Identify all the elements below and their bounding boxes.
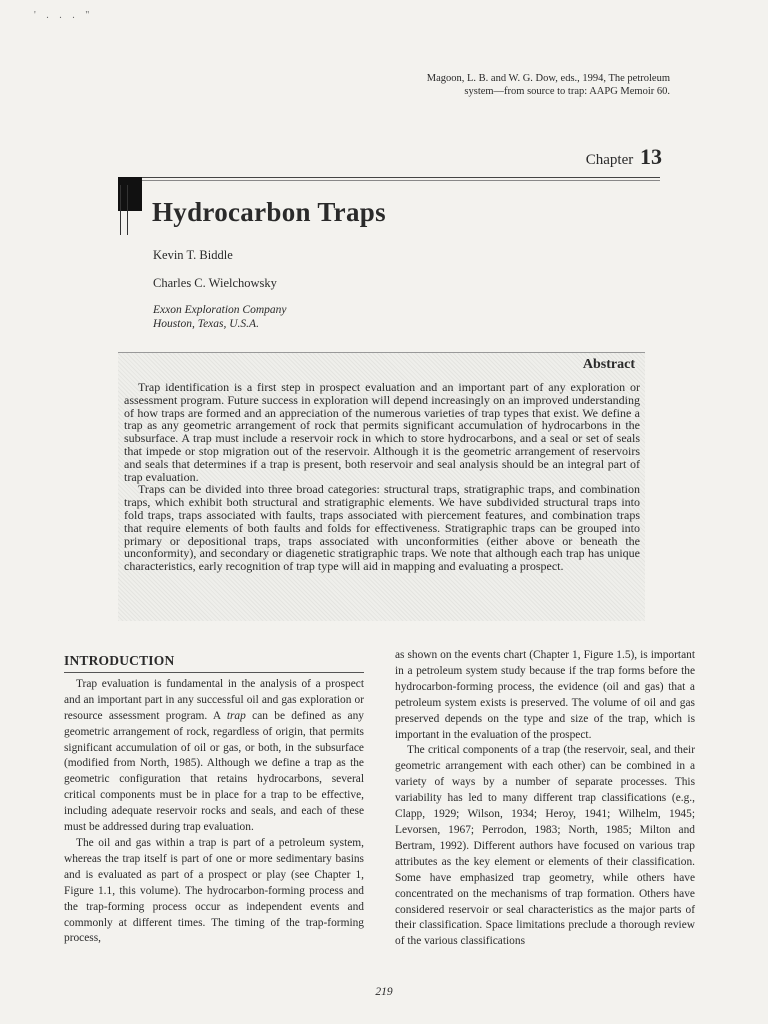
author-1: Kevin T. Biddle bbox=[153, 248, 233, 262]
affiliation bbox=[153, 303, 287, 331]
tab-line-left bbox=[120, 185, 121, 235]
affiliation-company: Exxon Exploration Company bbox=[153, 304, 287, 316]
intro-p1-term: trap bbox=[226, 709, 246, 722]
citation bbox=[380, 72, 670, 98]
intro-paragraph-2: The oil and gas within a trap is part of a petroleum system, whereas the trap itself is part of one or more sedimentary basins and is evaluated as part of a prospect or play (see Chapter 1, Figure 1.1, this volume). The hydrocarbon-forming process and the trap-forming process occur as independent events and commonly at different times. The timing of the trap-forming process, bbox=[64, 836, 364, 945]
abstract-heading: Abstract bbox=[582, 357, 635, 372]
intro-paragraph-1 bbox=[64, 677, 364, 836]
right-column bbox=[395, 648, 695, 950]
author-2: Charles C. Wielchowsky bbox=[153, 276, 277, 290]
chapter-tab-marker bbox=[118, 177, 142, 211]
intro-p1-start: Trap evaluation is fundamental in the analysis of a prospect and an important part in any successful oil and gas exploration or resource assessment program. A bbox=[64, 677, 364, 722]
title-rule bbox=[138, 177, 660, 178]
section-heading-introduction: INTRODUCTION bbox=[64, 653, 364, 673]
citation-line-1: Magoon, L. B. and W. G. Dow, eds., 1994, The petroleum bbox=[426, 73, 670, 84]
right-paragraph-1: as shown on the events chart (Chapter 1, Figure 1.5), is important in a petroleum system study because if the trap forms before the hydrocarbon-forming process, the evidence (oil and gas) that a petroleum system exists is preserved. The volume of oil and gas preserved depends on the type and size of the trap, which is important in the evaluation of the prospect. bbox=[395, 649, 695, 741]
abstract-paragraph-1: Trap identification is a first step in prospect evaluation and an important part of any exploration or assessment program. Future success in exploration will depend increasingly on an improved understanding of how traps are formed and an appreciation of the numerous varieties of trap types that exist. We define a trap as any geometric arrangement of rock that permits significant accumulation of hydrocarbons in the subsurface. A trap must include a reservoir rock in which to store hydrocarbons, and a seal or set of seals that impede or stop migration out of the reservoir. Although it is the geometric arrangement of reservoirs and seals that determines if a trap is present, both reservoir and seal analysis should be an integral part of trap evaluation. bbox=[124, 380, 640, 484]
abstract-paragraph-2: Traps can be divided into three broad categories: structural traps, stratigraphic traps, and combination traps, which exhibit both structural and stratigraphic elements. We have subdivided structural traps into fold traps, traps associated with faults, traps associated with piercement features, and combination traps that require elements of both faults and folds for effectiveness. Stratigraphic traps can be grouped into primary or depositional traps, traps associated with unconformities (either above or beneath the unconformity), and secondary or diagenetic stratigraphic traps. We note that although each trap has unique characteristics, early recognition of trap type will aid in mapping and evaluating a prospect. bbox=[124, 482, 640, 574]
title-rule-thin bbox=[138, 180, 660, 181]
page-number: 219 bbox=[375, 986, 393, 998]
abstract-text bbox=[124, 381, 640, 573]
scan-marks: ' . . . " bbox=[34, 10, 94, 21]
tab-line-right bbox=[127, 185, 128, 235]
chapter-number: 13 bbox=[640, 144, 662, 169]
affiliation-location: Houston, Texas, U.S.A. bbox=[153, 318, 259, 330]
abstract-box bbox=[118, 352, 645, 621]
article-title: Hydrocarbon Traps bbox=[152, 197, 386, 227]
right-paragraph-2: The critical components of a trap (the reservoir, seal, and their geometric arrangement with each other) can be combined in a variety of ways by a number of separate processes. This variability has led to many different trap classifications (e.g., Clapp, 1929; Wilson, 1934; Heroy, 1941; Wilhelm, 1945; Levorsen, 1967; Perrodon, 1983; North, 1985; Milton and Bertram, 1992). Different authors have focused on various trap attributes as the key element or elements of their classification. Some have emphasized trap geometry, while others have concentrated on the mechanisms of trap formation. Others have considered reservoir or seal characteristics as the major parts of their classification. Space limitations preclude a thorough review of the various classifications bbox=[395, 744, 695, 948]
chapter-word: Chapter bbox=[585, 152, 634, 168]
chapter-label bbox=[520, 144, 662, 170]
citation-line-2: system—from source to trap: AAPG Memoir 60. bbox=[464, 86, 670, 97]
left-column bbox=[64, 640, 364, 947]
intro-p1-end: can be defined as any geometric arrangement of rock, regardless of origin, that permits significant accumulation of oil or gas, or both, in the subsurface (modified from North, 1985). Although we define a trap as the geometric configuration that retains hydrocarbons, several critical components must be in place for a trap to be effective, including adequate reservoir rocks and seals, and each of these must be addressed during trap evaluation. bbox=[64, 709, 364, 834]
